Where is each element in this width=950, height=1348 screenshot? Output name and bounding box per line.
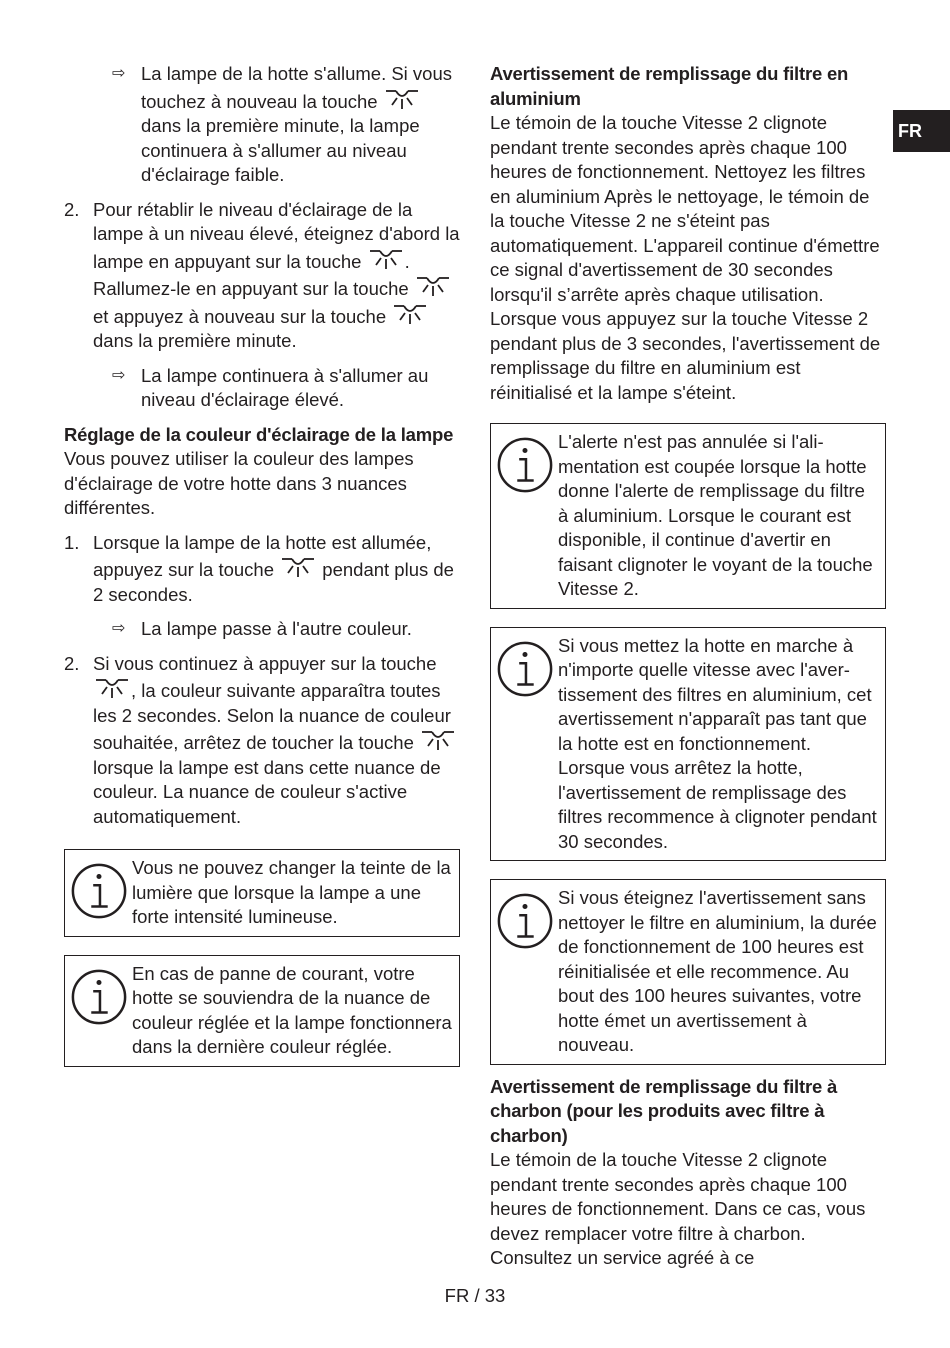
result-arrow-icon: ⇨: [112, 620, 126, 637]
info-icon: [65, 856, 132, 930]
note-text: L'alerte n'est pas annulée si l'alimentation est coupée lorsque la hotte donne l'alerte de remplissage du filtre à aluminium. Lorsque le courant est disponible, il continue d'avertir en faisant clignoter le voyant de la touche Vitesse 2.: [558, 431, 873, 599]
right-column: [490, 62, 886, 1271]
step-text: et appuyez à nouveau sur la touche: [93, 305, 387, 327]
lamp-key-icon: [419, 728, 457, 752]
language-tab-label: FR: [898, 120, 922, 141]
result-text: La lampe passe à l'autre couleur.: [141, 618, 412, 639]
lamp-key-icon: [414, 274, 452, 298]
note-text: En cas de panne de courant, votre hotte se souviendra de la nuance de couleur réglée et la lampe fonctionnera dans la dernière couleur réglée.: [132, 962, 452, 1057]
lamp-key-icon: [391, 302, 429, 326]
list-number: 2.: [64, 652, 80, 674]
list-item: [64, 531, 460, 608]
info-note: [64, 955, 460, 1067]
result-item: [64, 62, 460, 188]
paragraph: Le témoin de la touche Vitesse 2 clignote pendant trente secondes après chaque 100 heures de fonctionnement. Dans ce cas, vous devez remplacer votre filtre à charbon. Consultez un service agréé à ce: [490, 1149, 866, 1268]
step-text: Lorsque la lampe de la hotte est allumée, appuyez sur la touche: [93, 531, 432, 580]
result-arrow-icon: ⇨: [112, 366, 126, 384]
result-arrow-icon: ⇨: [112, 65, 126, 82]
step-text: . Rallumez-le en appuyant sur la touche: [93, 250, 410, 299]
info-icon: [491, 886, 558, 1058]
info-note: [490, 423, 886, 609]
info-icon: [491, 634, 558, 855]
page-number: FR / 33: [444, 1285, 506, 1306]
note-text: Si vous éteignez l'avertissement sans nettoyer le filtre en aluminium, la durée de fonctionnement de 100 heures est réinitialisée et elle recommence. Au bout des 100 heures suivantes, votre hotte émet un avertissement à nouveau.: [558, 887, 877, 1055]
lamp-key-icon: [383, 87, 421, 111]
info-note: [490, 627, 886, 862]
info-icon: [65, 962, 132, 1060]
section-heading: Avertissement de remplissage du filtre en aluminium: [490, 63, 849, 109]
result-text: dans la première minute, la lampe continuera à s'allumer au niveau d'éclairage faible.: [141, 115, 420, 185]
step-text: pendant plus de 2 secondes.: [93, 559, 454, 605]
section-heading: Réglage de la couleur d'éclairage de la lampe: [64, 423, 454, 445]
section-heading: Avertissement de remplissage du filtre à charbon (pour les produits avec filtre à charbon): [490, 1075, 838, 1146]
list-item: [64, 198, 460, 354]
paragraph: Le témoin de la touche Vitesse 2 clignote pendant trente secondes après chaque 100 heures de fonctionnement. Nettoyez les filtres en aluminium Après le nettoyage, le témoin de la touche Vitesse 2 ne s'éteint pas automatiquement. L'appareil continue d'émettre ce signal d'avertissement de 30 secondes lorsqu'il s’arrête après chaque utilisation. Lorsque vous appuyez sur la touche Vitesse 2 pendant plus de 3 secondes, l'avertissement de remplissage du filtre en aluminium est réinitialisé et la lampe s'éteint.: [490, 112, 881, 403]
result-item: [64, 364, 460, 413]
note-text: Si vous mettez la hotte en marche à n'importe quelle vitesse avec l'avertissement des filtres en aluminium, cet avertissement n'apparaît pas tant que la hotte est en fonctionnement. Lorsque vous arrêtez la hotte, l'avertissement de remplissage des filtres recommence à clignoter pendant 30 secondes.: [558, 634, 877, 852]
language-tab: [893, 110, 950, 152]
list-item: [64, 652, 460, 830]
result-text: La lampe de la hotte s'allume. Si vous touchez à nouveau la touche: [141, 63, 453, 112]
list-number: 2.: [64, 198, 80, 220]
lamp-key-icon: [367, 247, 405, 271]
paragraph: Vous pouvez utiliser la couleur des lampes d'éclairage de votre hotte dans 3 nuances différentes.: [64, 448, 414, 518]
info-icon: [491, 430, 558, 602]
lamp-key-icon: [93, 676, 131, 700]
step-text: dans la première minute.: [93, 330, 297, 351]
step-text: , la couleur suivante apparaîtra toutes les 2 secondes. Selon la nuance de couleur souhaitée, arrêtez de toucher la touche: [93, 680, 451, 753]
left-column: [64, 62, 460, 1067]
info-note: [64, 849, 460, 937]
note-text: Vous ne pouvez changer la teinte de la lumière que lorsque la lampe a une forte intensité lumineuse.: [132, 857, 451, 927]
result-item: [64, 617, 460, 642]
step-text: Si vous continuez à appuyer sur la touche: [93, 652, 437, 674]
list-number: 1.: [64, 531, 80, 553]
step-text: Pour rétablir le niveau d'éclairage de la lampe à un niveau élevé, éteignez d'abord la lampe en appuyant sur la touche: [93, 198, 460, 272]
lamp-key-icon: [279, 555, 317, 579]
step-text: lorsque la lampe est dans cette nuance de couleur. La nuance de couleur s'active automatiquement.: [93, 756, 441, 827]
result-text: La lampe continuera à s'allumer au niveau d'éclairage élevé.: [141, 364, 429, 410]
info-note: [490, 879, 886, 1065]
